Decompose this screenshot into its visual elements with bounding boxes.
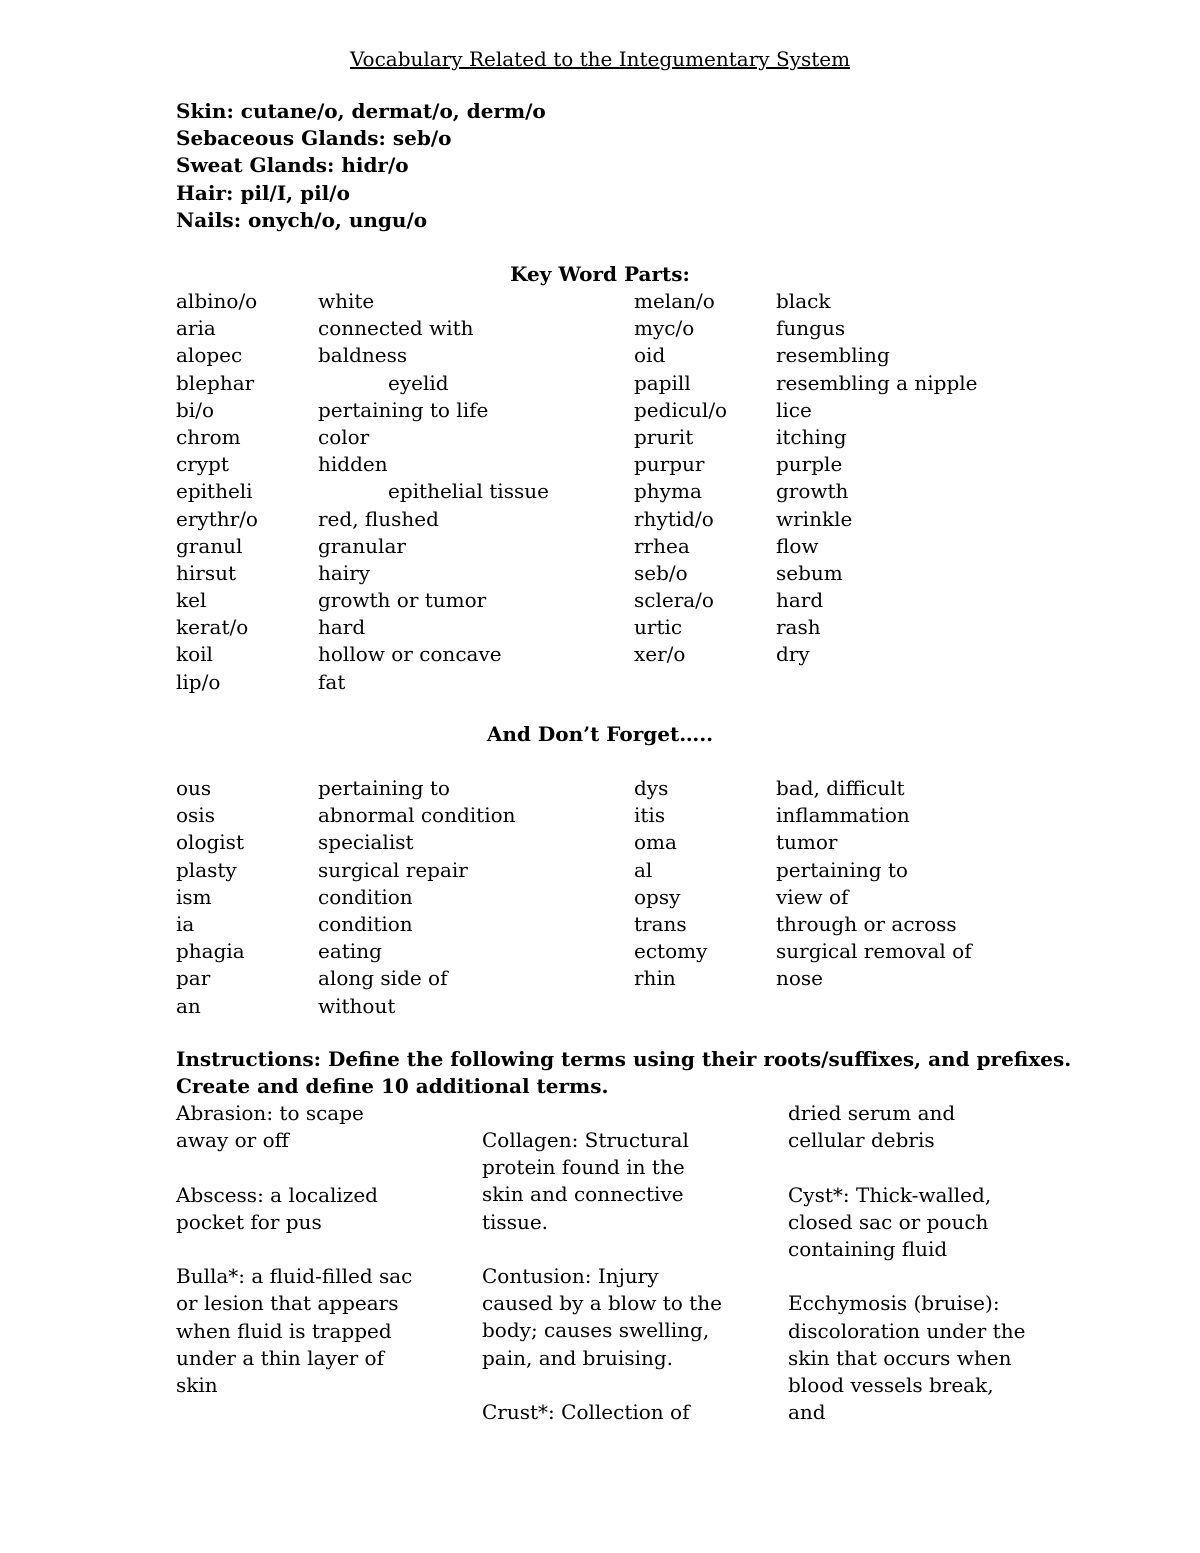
table-cell-meaning: resembling a nipple — [776, 370, 978, 395]
table-cell-term: plasty — [176, 857, 237, 882]
table-cell-meaning: fungus — [776, 316, 846, 341]
table-cell-meaning: eating — [318, 939, 382, 964]
term-definition: Crust*: Collection of — [482, 1400, 690, 1424]
table-cell-term: lip/o — [176, 669, 221, 694]
table-cell-meaning: through or across — [776, 911, 957, 936]
table-cell-term: epitheli — [176, 479, 253, 504]
instructions-line-2: Create and define 10 additional terms. — [176, 1074, 609, 1099]
term-definition: Cyst*: Thick-walled, closed sac or pouch containing fluid — [788, 1182, 992, 1261]
table-cell-term: oid — [634, 343, 666, 368]
table-cell-term: itis — [634, 803, 666, 828]
table-cell-meaning: hard — [776, 588, 824, 613]
table-cell-meaning: epithelial tissue — [388, 479, 549, 504]
table-cell-term: seb/o — [634, 560, 688, 585]
table-cell-term: sclera/o — [634, 588, 714, 613]
table-cell-term: myc/o — [634, 316, 695, 341]
table-cell-meaning: sebum — [776, 560, 843, 585]
table-cell-term: blephar — [176, 370, 255, 395]
table-cell-term: prurit — [634, 424, 694, 449]
table-cell-term: purpur — [634, 452, 705, 477]
table-cell-term: aria — [176, 316, 216, 341]
table-cell-term: kerat/o — [176, 615, 249, 640]
table-cell-term: ectomy — [634, 939, 708, 964]
root-line-sweat: Sweat Glands: hidr/o — [176, 153, 409, 178]
table-cell-meaning: fat — [318, 669, 346, 694]
table-cell-term: par — [176, 966, 211, 991]
table-cell-meaning: eyelid — [388, 370, 449, 395]
table-cell-meaning: surgical removal of — [776, 939, 972, 964]
table-cell-term: opsy — [634, 884, 681, 909]
terms-column-2 — [482, 1127, 722, 1453]
term-definition: Abscess: a localized pocket for pus — [176, 1182, 378, 1234]
table-cell-meaning: without — [318, 993, 396, 1018]
key-word-parts-heading: Key Word Parts: — [510, 262, 690, 286]
table-cell-meaning: pertaining to — [776, 857, 908, 882]
table-cell-meaning: wrinkle — [776, 506, 853, 531]
table-cell-term: ous — [176, 776, 212, 800]
terms-column-1 — [176, 1100, 416, 1426]
instructions — [176, 1046, 1071, 1100]
table-cell-term: an — [176, 993, 201, 1018]
table-cell-term: xer/o — [634, 642, 686, 667]
table-cell-meaning: baldness — [318, 343, 408, 368]
term-definition: Ecchymosis (bruise): discoloration under the skin that occurs when blood vessels break, and — [788, 1291, 1026, 1425]
table-cell-meaning: abnormal condition — [318, 803, 516, 828]
table-cell-term: phyma — [634, 479, 702, 504]
table-cell-term: koil — [176, 642, 213, 667]
table-cell-term: phagia — [176, 939, 245, 964]
table-cell-meaning: hollow or concave — [318, 642, 502, 667]
table-cell-term: rhin — [634, 966, 676, 991]
table-cell-meaning: view of — [776, 884, 849, 909]
table-cell-meaning: surgical repair — [318, 857, 468, 882]
term-definition: Abrasion: to scape away or off — [176, 1101, 364, 1153]
table-cell-meaning: growth or tumor — [318, 588, 487, 613]
table-cell-meaning: purple — [776, 452, 843, 477]
root-line-sebaceous: Sebaceous Glands: seb/o — [176, 126, 452, 151]
term-definition: Collagen: Structural protein found in the skin and connective tissue. — [482, 1128, 689, 1234]
table-cell-term: hirsut — [176, 560, 237, 585]
table-cell-meaning: tumor — [776, 830, 838, 855]
table-cell-term: al — [634, 857, 653, 882]
table-cell-meaning: flow — [776, 533, 819, 558]
table-cell-meaning: white — [318, 289, 375, 313]
term-definition: Contusion: Injury caused by a blow to the body; causes swelling, pain, and bruising. — [482, 1264, 722, 1370]
table-cell-term: pedicul/o — [634, 397, 728, 422]
table-cell-meaning: hard — [318, 615, 366, 640]
table-cell-term: kel — [176, 588, 207, 613]
table-cell-term: osis — [176, 803, 215, 828]
table-cell-meaning: hidden — [318, 452, 388, 477]
table-cell-term: crypt — [176, 452, 229, 477]
terms-column-3 — [788, 1100, 1028, 1454]
table-cell-meaning: nose — [776, 966, 824, 991]
table-cell-meaning: pertaining to — [318, 776, 450, 800]
term-definition: dried serum and cellular debris — [788, 1101, 956, 1153]
table-cell-meaning: hairy — [318, 560, 371, 585]
table-cell-term: alopec — [176, 343, 243, 368]
table-cell-term: bi/o — [176, 397, 214, 422]
table-cell-meaning: specialist — [318, 830, 414, 855]
table-cell-meaning: itching — [776, 424, 847, 449]
table-cell-term: rhytid/o — [634, 506, 714, 531]
table-cell-meaning: condition — [318, 884, 413, 909]
table-cell-meaning: color — [318, 424, 370, 449]
table-cell-meaning: inflammation — [776, 803, 910, 828]
table-cell-term: chrom — [176, 424, 241, 449]
root-line-skin: Skin: cutane/o, dermat/o, derm/o — [176, 99, 546, 123]
table-cell-meaning: black — [776, 289, 831, 313]
table-cell-meaning: granular — [318, 533, 406, 558]
table-cell-term: albino/o — [176, 289, 258, 313]
instructions-line-1: Instructions: Define the following terms using their roots/suffixes, and prefixes. — [176, 1047, 1072, 1071]
table-cell-term: trans — [634, 911, 687, 936]
root-line-hair: Hair: pil/I, pil/o — [176, 180, 350, 205]
page-title: Vocabulary Related to the Integumentary System — [349, 47, 851, 71]
table-cell-term: urtic — [634, 615, 683, 640]
table-cell-meaning: connected with — [318, 316, 474, 341]
table-cell-term: ia — [176, 911, 195, 936]
table-cell-term: papill — [634, 370, 691, 395]
table-cell-term: dys — [634, 776, 669, 800]
table-cell-term: melan/o — [634, 289, 715, 313]
table-cell-meaning: lice — [776, 397, 812, 422]
table-cell-meaning: resembling — [776, 343, 890, 368]
root-line-nails: Nails: onych/o, ungu/o — [176, 207, 428, 232]
table-cell-term: ism — [176, 884, 212, 909]
table-cell-meaning: dry — [776, 642, 810, 667]
table-cell-meaning: rash — [776, 615, 821, 640]
roots-list — [176, 98, 546, 234]
table-cell-meaning: along side of — [318, 966, 448, 991]
table-cell-meaning: pertaining to life — [318, 397, 489, 422]
table-cell-meaning: condition — [318, 911, 413, 936]
term-definition: Bulla*: a fluid-filled sac or lesion that appears when fluid is trapped under a thin layer of skin — [176, 1264, 413, 1397]
table-cell-term: granul — [176, 533, 243, 558]
table-cell-meaning: bad, difficult — [776, 776, 905, 800]
table-cell-term: ologist — [176, 830, 244, 855]
table-cell-term: rrhea — [634, 533, 690, 558]
table-cell-term: oma — [634, 830, 677, 855]
dont-forget-heading: And Don’t Forget….. — [486, 722, 714, 746]
table-cell-term: erythr/o — [176, 506, 258, 531]
table-cell-meaning: red, flushed — [318, 506, 439, 531]
table-cell-meaning: growth — [776, 479, 849, 504]
